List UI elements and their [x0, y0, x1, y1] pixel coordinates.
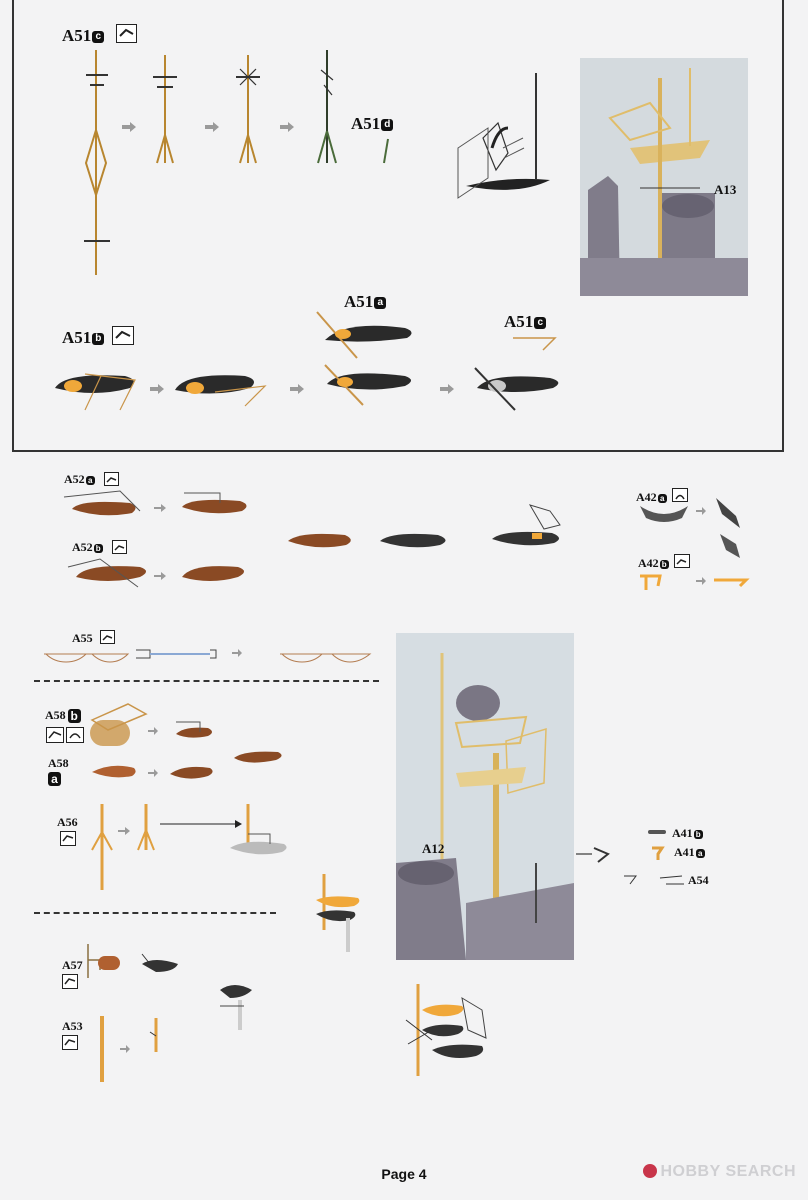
watermark-logo-icon	[643, 1164, 657, 1178]
dashed-divider-2	[34, 912, 276, 914]
bend-icon	[46, 727, 64, 743]
label-a52b: A52 b	[72, 540, 103, 555]
a56-mast-steps	[90, 800, 300, 900]
label-a51a: A51 a	[344, 292, 386, 312]
label-a52a: A52 a	[64, 472, 95, 487]
label-a13: A13	[714, 182, 737, 197]
label-a51b: A51 b	[62, 328, 104, 348]
bend-icon	[66, 727, 84, 743]
label-a42a: A42 a	[636, 490, 667, 505]
label-a51c-mid: A51 c	[504, 312, 546, 332]
right-border	[782, 0, 784, 452]
label-a56: A56	[57, 815, 78, 829]
label-a41a: A41 a	[674, 845, 705, 860]
label-a12: A12	[422, 841, 445, 856]
a58-platform-steps	[88, 700, 288, 790]
pointer-arrows-photo-a12	[574, 840, 614, 870]
final-mast-assembly	[402, 980, 492, 1085]
label-a41b: A41 b	[672, 826, 703, 841]
a57-a53-steps	[84, 940, 284, 1090]
a42-radar-steps	[636, 494, 756, 594]
photo-mast-a12	[396, 633, 574, 960]
label-a54: A54	[688, 873, 709, 887]
label-a58a: A58 a	[48, 756, 69, 787]
label-a57: A57	[62, 958, 83, 972]
a55-railing-steps	[40, 642, 380, 666]
assembled-platform-stack	[308, 870, 368, 955]
left-border	[12, 0, 14, 452]
platform-assembly-steps	[45, 310, 565, 415]
label-a53: A53	[62, 1019, 83, 1033]
watermark: HOBBY SEARCH	[643, 1163, 797, 1181]
bend-icon	[116, 24, 137, 43]
dashed-divider-1	[34, 680, 379, 682]
label-a51d: A51 d	[351, 114, 393, 134]
a41-a54-parts	[620, 824, 690, 894]
mast-assembly-steps	[80, 45, 400, 280]
label-a42b: A42 b	[638, 556, 669, 571]
page-number: Page 4	[381, 1166, 427, 1182]
bend-icon	[60, 831, 76, 846]
label-a55: A55	[72, 631, 93, 645]
bend-icon	[62, 974, 78, 989]
section-divider-top	[12, 450, 784, 452]
label-a58b: A58 b	[45, 708, 81, 723]
bend-icon	[62, 1035, 78, 1050]
radar-mast-3d-view	[448, 68, 558, 213]
label-a51c-top: A51 c	[62, 26, 104, 46]
a52-platform-steps	[60, 485, 580, 595]
photo-mast-a13	[580, 58, 748, 296]
bend-icon	[104, 472, 119, 486]
